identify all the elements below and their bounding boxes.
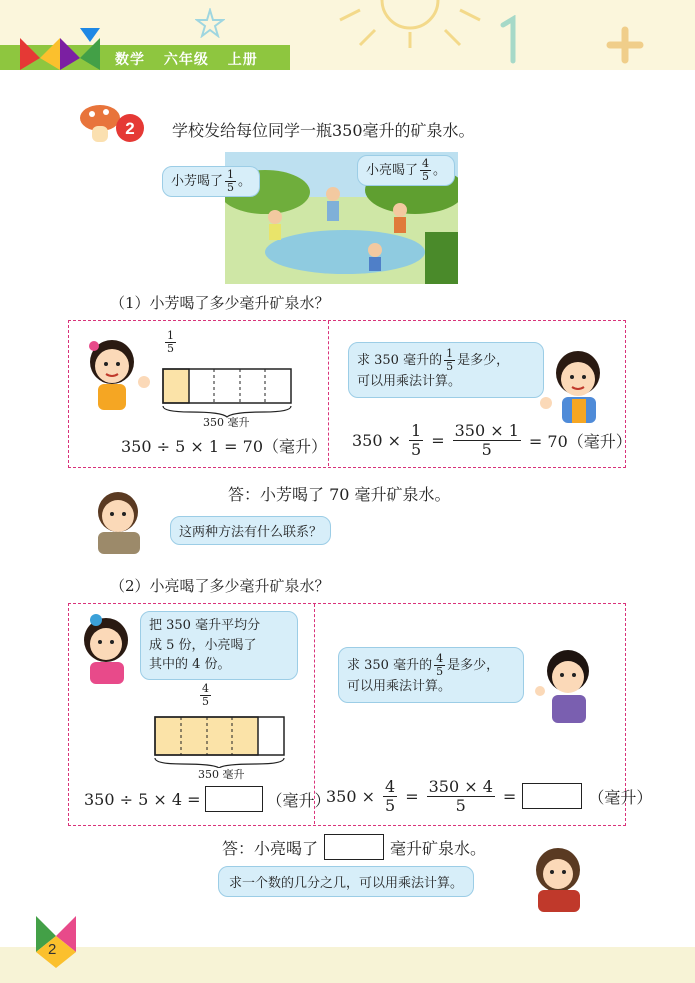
bubble-xiaoliang: 小亮喝了 $\frac{4}{5}$ 。	[357, 155, 455, 186]
star-icon	[195, 8, 225, 38]
q1-divider	[328, 321, 329, 466]
question-2: （2）小亮喝了多少毫升矿泉水？	[110, 577, 330, 595]
teacher-woman-avatar	[528, 844, 588, 912]
tangram-page-icon	[36, 912, 78, 968]
boy-pointing-avatar	[528, 645, 600, 725]
q2-bar-fraction-label: $\frac{4}{5}$	[202, 682, 209, 709]
header-title	[115, 49, 272, 69]
mushroom-example-icon	[78, 102, 148, 148]
q2-method1-answer-box[interactable]	[205, 786, 263, 812]
q2-method2-equation: 350 × $\frac{4}{5}$ = $\frac{350 \times 4}{5}$ = （毫升）	[326, 777, 653, 815]
bubble-xiaofang-text: 小芳喝了	[171, 174, 224, 190]
bubble-xiaofang: 小芳喝了 $\frac{1}{5}$ 。	[162, 166, 260, 197]
header-volume: 上册	[227, 51, 258, 67]
q1-bar-fraction-label: $\frac{1}{5}$	[167, 329, 174, 356]
q1-method1-equation: 350 ÷ 5 × 1 = 70（毫升）	[121, 437, 327, 456]
q1-total-label: 350 毫升	[203, 416, 250, 429]
fraction-four-fifths: $\frac{4}{5}$	[422, 157, 430, 184]
q2-girl-bubble: 把 350 毫升平均分 成 5 份，小亮喝了 其中的 4 份。	[140, 611, 298, 680]
tangram-logo-icon	[20, 28, 105, 72]
teacher-man-avatar	[88, 488, 150, 554]
q2-total-label: 350 毫升	[198, 768, 245, 781]
q2-method2-answer-box[interactable]	[522, 783, 582, 809]
q2-method1-equation: 350 ÷ 5 × 4 = （毫升）	[84, 786, 331, 812]
q1-bar-shaded-part	[163, 369, 189, 403]
header-subject: 数学	[115, 51, 145, 67]
q2-bubble: 求 350 毫升的 $\frac{4}{5}$ 是多少， 可以用乘法计算。	[338, 647, 524, 703]
girl-avatar	[78, 332, 158, 412]
q1-teacher-bubble: 这两种方法有什么联系？	[170, 516, 331, 545]
fraction-one-fifth: $\frac{1}{5}$	[227, 168, 235, 195]
q1-bubble: 求 350 毫升的 $\frac{1}{5}$ 是多少， 可以用乘法计算。	[348, 342, 544, 398]
bubble-xiaoliang-text: 小亮喝了	[366, 163, 419, 179]
q2-teacher-bubble: 求一个数的几分之几，可以用乘法计算。	[218, 866, 474, 897]
q2-answer: 答：小亮喝了 毫升矿泉水。	[222, 834, 486, 860]
number-one-icon	[495, 15, 525, 65]
girl-with-bow-avatar	[78, 612, 136, 684]
example-problem: 学校发给每位同学一瓶350毫升的矿泉水。	[172, 121, 475, 140]
question-1: （1）小芳喝了多少毫升矿泉水？	[110, 294, 330, 312]
q2-bar-diagram	[152, 714, 288, 768]
q1-bar-diagram	[160, 366, 296, 418]
q1-method2-equation: 350 × $\frac{1}{5}$ = $\frac{350 \times 1}{5}$ = 70（毫升）	[352, 421, 632, 459]
sun-icon	[330, 0, 490, 50]
bottom-band	[0, 947, 695, 983]
q1-answer: 答：小芳喝了 70 毫升矿泉水。	[228, 485, 451, 504]
example-number: 2	[125, 119, 135, 138]
q2-answer-box[interactable]	[324, 834, 384, 860]
boy-avatar	[538, 345, 618, 425]
page-number: 2	[48, 941, 57, 958]
plus-icon	[605, 25, 645, 65]
header-grade: 六年级	[163, 51, 209, 67]
